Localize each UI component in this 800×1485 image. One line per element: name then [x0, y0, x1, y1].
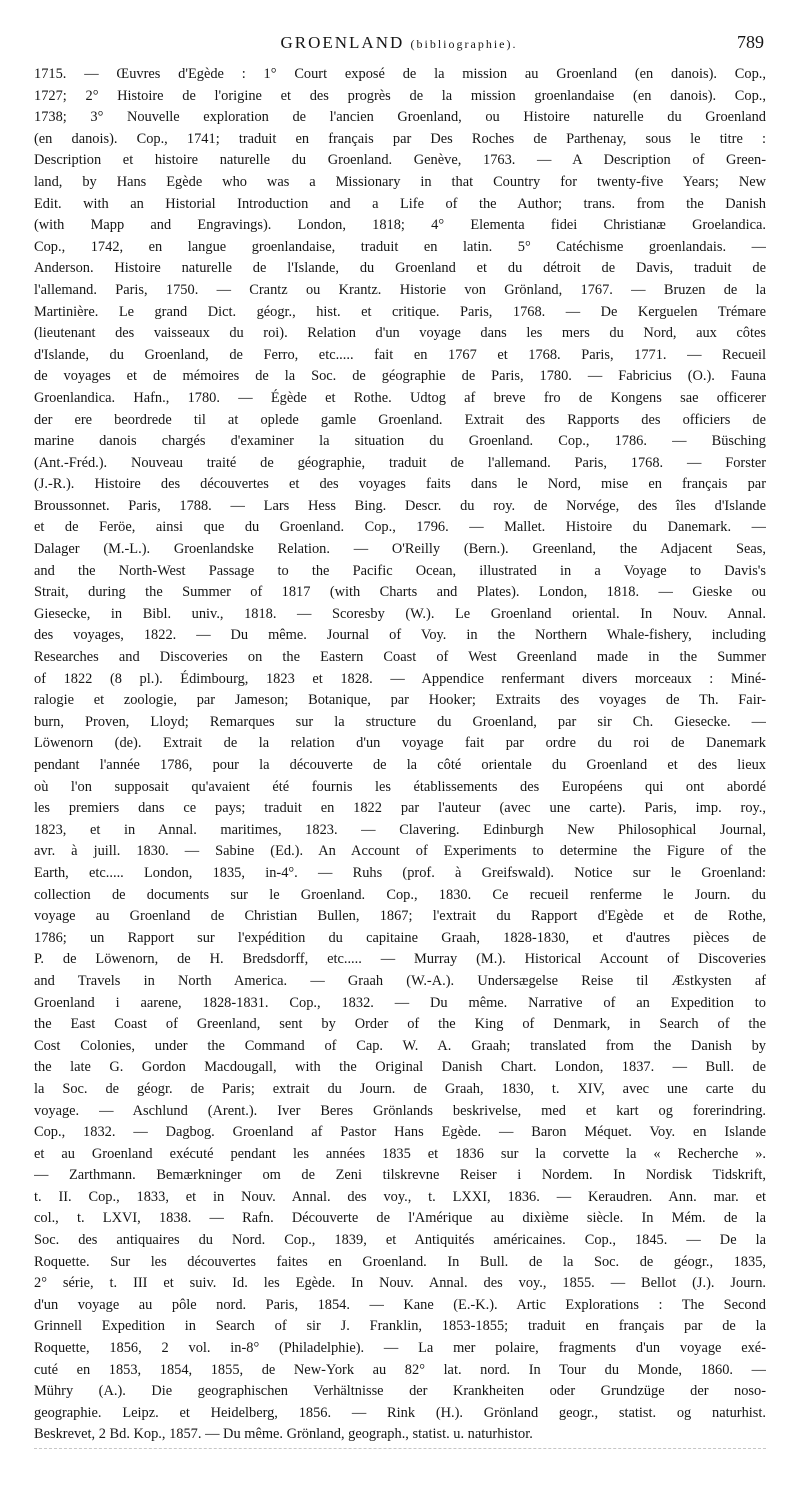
text-line: d'un voyage au pôle nord. Paris, 1854. — Kane (E.-K.). Artic Explorations : The Second — [34, 1296, 766, 1313]
text-line: 2° série, t. III et suiv. Id. les Egède. In Nouv. Annal. des voy., 1855. — Bellot (J.). Journ. — [34, 1275, 766, 1292]
text-line: the East Coast of Greenland, sent by Order of the King of Denmark, in Search of the — [34, 1016, 766, 1033]
text-line: 1715. — Œuvres d'Egède : 1° Court exposé de la mission au Groenland (en danois). Cop., — [34, 66, 766, 82]
text-line: and Travels in North America. — Graah (W.-A.). Undersægelse Reise til Æstkysten af — [34, 972, 766, 989]
text-line: Löwenorn (de). Extrait de la relation d'un voyage fait par ordre du roi de Danemark — [34, 735, 766, 752]
text-line: Groenland i aarene, 1828-1831. Cop., 1832. — Du même. Narrative of an Expedition to — [34, 994, 766, 1011]
text-line: voyage au Groenland de Christian Bullen, 1867; l'extrait du Rapport d'Egède et de Rothe, — [34, 908, 766, 925]
text-line: collection de documents sur le Groenland. Cop., 1830. Ce recueil renferme le Journ. du — [34, 886, 766, 903]
text-line: Edit. with an Historial Introduction and a Life of the Author; trans. from the Danish — [34, 195, 766, 212]
text-line: of 1822 (8 pl.). Édimbourg, 1823 et 1828. — Appendice renfermant divers morceaux : Miné- — [34, 670, 766, 687]
text-line: Groenlandica. Hafn., 1780. — Égède et Rothe. Udtog af breve fro de Kongens sae officerer — [34, 389, 766, 406]
text-line: Roquette. Sur les découvertes faites en Groenland. In Bull. de la Soc. de géogr., 1835, — [34, 1253, 766, 1270]
text-line: marine danois chargés d'examiner la situation du Groenland. Cop., 1786. — Büsching — [34, 433, 766, 450]
text-line: P. de Löwenorn, de H. Bredsdorff, etc..... — Murray (M.). Historical Account of Discoveries — [34, 951, 766, 968]
text-line: (en danois). Cop., 1741; traduit en français par Des Roches de Parthenay, sous le titre : — [34, 130, 766, 147]
text-line: Roquette, 1856, 2 vol. in-8° (Philadelphie). — La mer polaire, fragments d'un voyage exé- — [34, 1340, 766, 1357]
text-line: Broussonnet. Paris, 1788. — Lars Hess Bing. Descr. du roy. de Norvége, des îles d'Islande — [34, 497, 766, 514]
text-line: 1738; 3° Nouvelle exploration de l'ancien Groenland, ou Histoire naturelle du Groenland — [34, 109, 766, 126]
text-line: Soc. des antiquaires du Nord. Cop., 1839, et Antiquités américaines. Cop., 1845. — De la — [34, 1232, 766, 1249]
text-line: la Soc. de géogr. de Paris; extrait du Journ. de Graah, 1830, t. XIV, avec une carte du — [34, 1080, 766, 1097]
text-line: 1786; un Rapport sur l'expédition du capitaine Graah, 1828-1830, et d'autres pièces de — [34, 929, 766, 946]
text-line: Description et histoire naturelle du Groenland. Genève, 1763. — A Description of Green- — [34, 152, 766, 169]
text-line: d'Islande, du Groenland, de Ferro, etc..... fait en 1767 et 1768. Paris, 1771. — Recueil — [34, 346, 766, 363]
text-line: der ere beordrede til at oplede gamle Groenland. Extrait des Rapports des officiers de — [34, 411, 766, 428]
text-line: Beskrevet, 2 Bd. Kop., 1857. — Du même. Grönland, geograph., statist. u. naturhistor. — [34, 1426, 533, 1443]
text-line: ralogie et zoologie, par Jameson; Botanique, par Hooker; Extraits des voyages de Th. Fair- — [34, 692, 766, 709]
text-line: voyage. — Aschlund (Arent.). Iver Beres Grönlands beskrivelse, med et kart og forerindring. — [34, 1102, 766, 1119]
text-line: — Zarthmann. Bemærkninger om de Zeni tilskrevne Reiser i Nordem. In Nordisk Tidskrift, — [34, 1167, 766, 1184]
text-line: où l'on supposait qu'avaient été fournis les établissements des Européens qui ont abordé — [34, 778, 766, 795]
text-line: Cop., 1832. — Dagbog. Groenland af Pastor Hans Egède. — Baron Méquet. Voy. en Islande — [34, 1124, 766, 1141]
page-number: 789 — [737, 32, 764, 52]
header-title: GROENLAND — [280, 33, 405, 52]
text-line: the late G. Gordon Macdougall, with the Original Danish Chart. London, 1837. — Bull. de — [34, 1059, 766, 1076]
text-line: col., t. LXVI, 1838. — Rafn. Découverte de l'Amérique au dixième siècle. In Mém. de la — [34, 1210, 766, 1227]
text-line: l'allemand. Paris, 1750. — Crantz ou Krantz. Historie von Grönland, 1767. — Bruzen de la — [34, 281, 766, 298]
text-line: (J.-R.). Histoire des découvertes et des voyages faits dans le Nord, mise en français par — [34, 476, 766, 493]
text-line: et de Feröe, ainsi que du Groenland. Cop., 1796. — Mallet. Histoire du Danemark. — — [34, 519, 766, 536]
footer-rule — [34, 1448, 766, 1449]
text-line: Cop., 1742, en langue groenlandaise, traduit en latin. 5° Catéchisme groenlandais. — — [34, 238, 766, 255]
text-line: les premiers dans ce pays; traduit en 1822 par l'auteur (avec une carte). Paris, imp. roy., — [34, 800, 766, 817]
text-line: 1727; 2° Histoire de l'origine et des progrès de la mission groenlandaise (en danois). Cop., — [34, 87, 766, 104]
text-line: (lieutenant des vaisseaux du roi). Relation d'un voyage dans les mers du Nord, aux côtes — [34, 325, 766, 342]
text-line: 1823, et in Annal. maritimes, 1823. — Clavering. Edinburgh New Philosophical Journal, — [34, 821, 766, 838]
text-line: Cost Colonies, under the Command of Cap. W. A. Graah; translated from the Danish by — [34, 1037, 766, 1054]
text-line: avr. à juill. 1830. — Sabine (Ed.). An Account of Experiments to determine the Figure of the — [34, 843, 766, 860]
running-header — [34, 30, 764, 56]
text-line: burn, Proven, Lloyd; Remarques sur la structure du Groenland, par sir Ch. Giesecke. — — [34, 713, 766, 730]
text-line: et au Groenland exécuté pendant les années 1835 et 1836 sur la corvette la « Recherche ». — [34, 1145, 766, 1162]
text-line: cuté en 1853, 1854, 1855, de New-York au 82° lat. nord. In Tour du Monde, 1860. — — [34, 1361, 766, 1378]
text-line: and the North-West Passage to the Pacific Ocean, illustrated in a Voyage to Davis's — [34, 562, 766, 579]
text-line: Martinière. Le grand Dict. géogr., hist. et critique. Paris, 1768. — De Kerguelen Trémare — [34, 303, 766, 320]
header-subtitle: (bibliographie). — [410, 37, 518, 51]
text-line: de voyages et de mémoires de la Soc. de géographie de Paris, 1780. — Fabricius (O.). Fauna — [34, 368, 766, 385]
text-line: t. II. Cop., 1833, et in Nouv. Annal. des voy., t. LXXI, 1836. — Keraudren. Ann. mar. et — [34, 1188, 766, 1205]
text-line: Earth, etc..... London, 1835, in-4°. — Ruhs (prof. à Greifswald). Notice sur le Groenland: — [34, 864, 766, 881]
text-line: Grinnell Expedition in Search of sir J. Franklin, 1853-1855; traduit en français par de la — [34, 1318, 766, 1335]
text-line: des voyages, 1822. — Du même. Journal of Voy. in the Northern Whale-fishery, including — [34, 627, 766, 644]
text-line: pendant l'année 1786, pour la découverte de la côté orientale du Groenland et des lieux — [34, 757, 766, 773]
text-line: Anderson. Histoire naturelle de l'Islande, du Groenland et du détroit de Davis, traduit de — [34, 260, 766, 277]
text-line: geographie. Leipz. et Heidelberg, 1856. — Rink (H.). Grönland geogr., statist. og naturhist. — [34, 1404, 766, 1421]
text-line: Dalager (M.-L.). Groenlandske Relation. — O'Reilly (Bern.). Greenland, the Adjacent Seas, — [34, 541, 766, 558]
text-line: Strait, during the Summer of 1817 (with Charts and Plates). London, 1818. — Gieske ou — [34, 584, 766, 601]
text-line: land, by Hans Egède who was a Missionary in that Country for twenty-five Years; New — [34, 173, 766, 190]
text-line: Giesecke, in Bibl. univ., 1818. — Scoresby (W.). Le Groenland oriental. In Nouv. Annal. — [34, 605, 766, 622]
text-line: Researches and Discoveries on the Eastern Coast of West Greenland made in the Summer — [34, 649, 766, 666]
text-line: (with Mapp and Engravings). London, 1818; 4° Elementa fidei Christianæ Groelandica. — [34, 217, 766, 234]
bibliography-text — [34, 64, 766, 1446]
text-line: (Ant.-Fréd.). Nouveau traité de géographie, traduit de l'allemand. Paris, 1768. — Forster — [34, 454, 766, 471]
running-title — [34, 33, 764, 53]
text-line: Mühry (A.). Die geographischen Verhältnisse der Krankheiten oder Grundzüge der noso- — [34, 1383, 766, 1400]
